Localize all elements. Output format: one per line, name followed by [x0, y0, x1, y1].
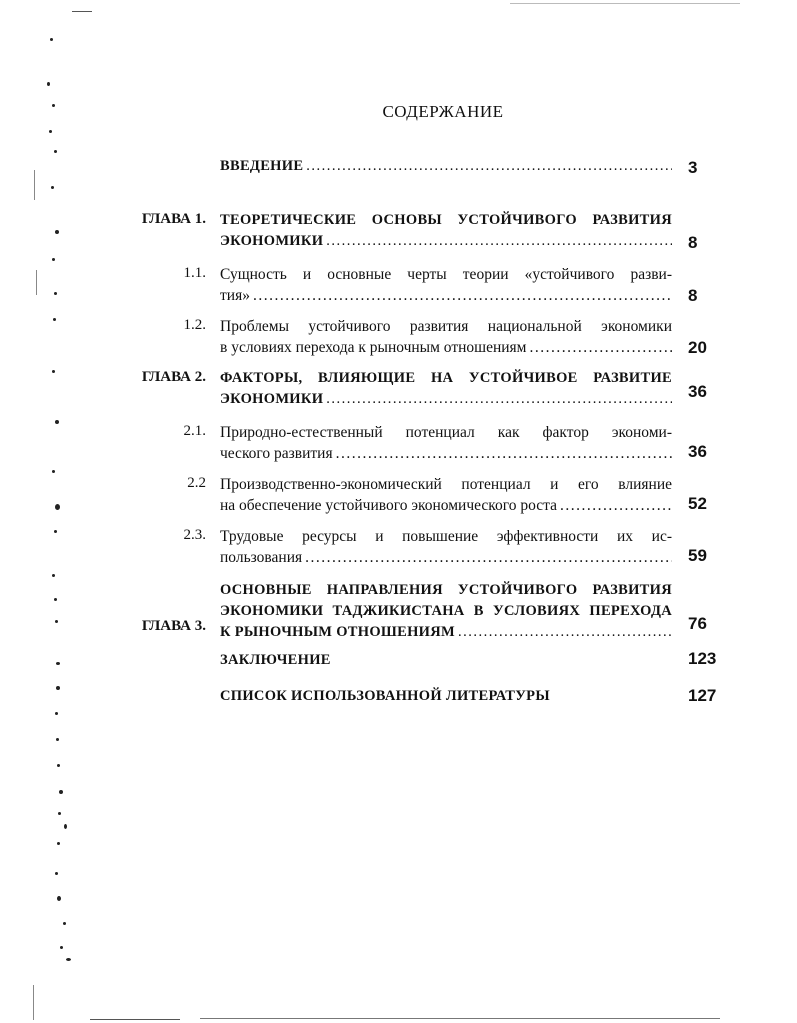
scan-speck — [51, 186, 54, 189]
entry-text-line1: Производственно-экономический потенциал и его влияние — [220, 476, 672, 493]
page-number: 59 — [688, 546, 707, 565]
scan-speck — [52, 470, 55, 473]
scan-speck — [54, 150, 57, 153]
scan-speck — [57, 896, 61, 901]
chapter-label: ГЛАВА 2. — [141, 369, 206, 385]
scan-speck — [55, 420, 59, 424]
entry-text-line2: в условиях перехода к рыночным отношениям — [220, 339, 527, 356]
scan-mark — [33, 985, 34, 1020]
entry-text-line3: К РЫНОЧНЫМ ОТНОШЕНИЯМ — [220, 624, 456, 640]
dot-leader — [458, 622, 672, 643]
scan-mark — [510, 3, 740, 4]
page-number: 36 — [688, 442, 707, 461]
entry-text-line2: пользования — [220, 549, 303, 566]
scan-speck — [55, 230, 59, 234]
scan-speck — [58, 812, 61, 815]
entry-text-line1: ФАКТОРЫ, ВЛИЯЮЩИЕ НА УСТОЙЧИВОЕ РАЗВИТИЕ — [220, 370, 672, 386]
entry-text: СПИСОК ИСПОЛЬЗОВАННОЙ ЛИТЕРАТУРЫ — [220, 688, 550, 704]
dot-leader — [305, 547, 672, 568]
entry-text-line1: ТЕОРЕТИЧЕСКИЕ ОСНОВЫ УСТОЙЧИВОГО РАЗВИТИЯ — [220, 212, 672, 228]
entry-text-line2: на обеспечение устойчивого экономического роста — [220, 497, 557, 514]
scan-speck — [57, 842, 60, 845]
scan-mark — [34, 170, 35, 200]
scan-speck — [56, 686, 60, 690]
page-number: 36 — [688, 382, 707, 401]
entry-text-line1: ОСНОВНЫЕ НАПРАВЛЕНИЯ УСТОЙЧИВОГО РАЗВИТИЯ — [220, 582, 672, 598]
scan-speck — [64, 824, 67, 829]
entry-text-line1: Проблемы устойчивого развития национальной экономики — [220, 318, 672, 335]
entry-text-line2: ЭКОНОМИКИ — [220, 391, 324, 407]
page-number: 52 — [688, 494, 707, 513]
page-number: 8 — [688, 286, 698, 305]
scan-speck — [52, 258, 55, 261]
chapter-label: ГЛАВА 3. — [141, 618, 206, 634]
scan-speck — [54, 292, 57, 295]
scan-speck — [53, 318, 56, 321]
scan-speck — [55, 504, 60, 510]
scan-speck — [59, 790, 63, 794]
scan-mark — [200, 1018, 720, 1019]
section-label: 1.2. — [183, 317, 206, 333]
scan-speck — [54, 598, 57, 601]
scan-speck — [56, 738, 59, 741]
dot-leader — [306, 156, 672, 177]
entry-text-line2: ЭКОНОМИКИ — [220, 233, 324, 249]
chapter-label: ГЛАВА 1. — [141, 211, 206, 227]
dot-leader — [560, 495, 672, 516]
scan-speck — [50, 38, 53, 41]
scan-speck — [56, 662, 60, 665]
scan-mark — [90, 1019, 180, 1020]
entry-text-line2: ЭКОНОМИКИ ТАДЖИКИСТАНА В УСЛОВИЯХ ПЕРЕХОДА — [220, 603, 672, 619]
scan-speck — [52, 104, 55, 107]
page-number: 76 — [688, 614, 707, 633]
entry-text-line2: тия» — [220, 287, 250, 304]
scan-speck — [52, 370, 55, 373]
scan-speck — [52, 574, 55, 577]
page-title: СОДЕРЖАНИЕ — [382, 102, 504, 121]
scan-speck — [49, 130, 52, 133]
entry-text-line2: ческого развития — [220, 445, 333, 462]
scan-speck — [63, 922, 66, 925]
section-label: 1.1. — [183, 265, 206, 281]
dot-leader — [336, 443, 672, 464]
dot-leader — [326, 231, 672, 252]
page-number: 3 — [688, 158, 698, 177]
section-label: 2.2 — [187, 475, 206, 491]
dot-leader — [530, 337, 673, 358]
scan-speck — [55, 712, 58, 715]
scan-speck — [57, 764, 60, 767]
section-label: 2.3. — [183, 527, 206, 543]
scan-mark — [72, 11, 92, 12]
section-label: 2.1. — [183, 423, 206, 439]
scan-speck — [60, 946, 63, 949]
page-number: 127 — [688, 686, 717, 705]
scan-speck — [66, 958, 71, 961]
scan-speck — [55, 872, 58, 875]
dot-leader — [253, 285, 672, 306]
page-number: 8 — [688, 233, 698, 252]
entry-text: ВВЕДЕНИЕ — [220, 158, 304, 174]
page-number: 123 — [688, 649, 717, 668]
scan-speck — [55, 620, 58, 623]
entry-text-line1: Сущность и основные черты теории «устойчивого разви- — [220, 266, 672, 283]
entry-text: ЗАКЛЮЧЕНИЕ — [220, 652, 331, 668]
scan-mark — [36, 270, 37, 295]
page-number: 20 — [688, 338, 707, 357]
entry-text-line1: Трудовые ресурсы и повышение эффективности их ис- — [220, 528, 672, 545]
dot-leader — [326, 389, 672, 410]
scan-speck — [54, 530, 57, 533]
entry-text-line1: Природно-естественный потенциал как фактор экономи- — [220, 424, 672, 441]
scan-speck — [47, 82, 50, 86]
